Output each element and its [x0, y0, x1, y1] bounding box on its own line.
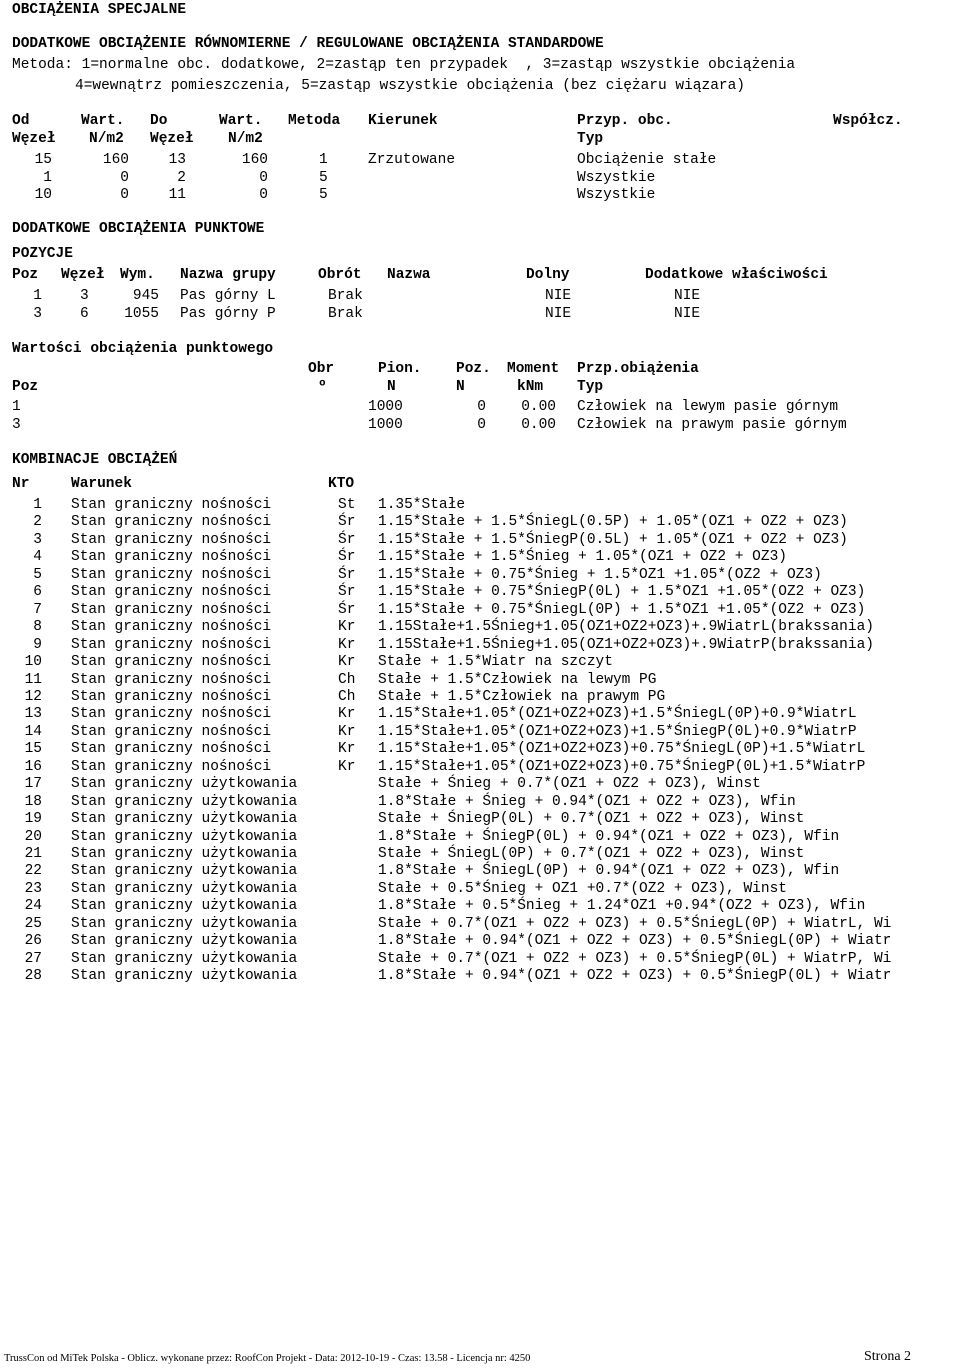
- cell-dodatkowe: NIE: [674, 288, 701, 304]
- cell-formula: 1.15*Stałe + 1.5*ŚniegP(0.5L) + 1.05*(OZ1 + OZ2 + OZ3): [378, 531, 848, 548]
- cell-do: 13: [168, 152, 186, 168]
- col-pion: Pion.: [378, 361, 422, 377]
- cell-warunek: Stan graniczny użytkowania: [71, 933, 298, 950]
- cell-nr: 4: [33, 549, 42, 566]
- cell-pion: 1000: [368, 416, 403, 433]
- cell-formula: 1.8*Stałe + Śnieg + 0.94*(OZ1 + OZ2 + OZ3), Wfin: [378, 793, 796, 810]
- col-values-typ: Typ: [577, 379, 604, 395]
- cell-nr: 1: [33, 497, 42, 513]
- cell-nr: 14: [24, 723, 42, 740]
- col-nr: Nr: [12, 476, 30, 492]
- cell-typ: Wszystkie: [577, 169, 656, 186]
- cell-warunek: Stan graniczny użytkowania: [71, 828, 298, 845]
- cell-warunek: Stan graniczny użytkowania: [71, 968, 298, 985]
- cell-kto: Śr: [338, 531, 356, 548]
- col-kto: KTO: [328, 476, 355, 492]
- cell-przp-typ: Człowiek na lewym pasie górnym: [577, 399, 839, 415]
- cell-warunek: Stan graniczny nośności: [71, 601, 272, 618]
- cell-formula: 1.8*Stałe + 0.5*Śnieg + 1.24*OZ1 +0.94*(OZ2 + OZ3), Wfin: [378, 898, 866, 915]
- cell-od: 15: [34, 152, 52, 168]
- cell-warunek: Stan graniczny nośności: [71, 758, 272, 775]
- cell-warunek: Stan graniczny nośności: [71, 497, 272, 513]
- col-typ: Typ: [577, 131, 604, 147]
- cell-formula: Stałe + 0.7*(OZ1 + OZ2 + OZ3) + 0.5*ŚniegP(0L) + WiatrP, Wi: [378, 950, 892, 967]
- cell-warunek: Stan graniczny nośności: [71, 654, 272, 671]
- cell-nazwa-grupy: Pas górny P: [180, 305, 276, 322]
- cell-warunek: Stan graniczny nośności: [71, 688, 272, 705]
- cell-formula: Stałe + ŚniegP(0L) + 0.7*(OZ1 + OZ2 + OZ3), Winst: [378, 811, 805, 828]
- col-poz: Poz: [12, 267, 39, 283]
- cell-nr: 27: [24, 950, 42, 967]
- cell-poz: 1: [33, 288, 42, 304]
- col-kierunek: Kierunek: [368, 113, 438, 129]
- col-od: Od: [12, 113, 30, 129]
- cell-poz: 3: [33, 305, 42, 322]
- col-do: Do: [150, 113, 168, 129]
- cell-formula: 1.8*Stałe + ŚniegL(0P) + 0.94*(OZ1 + OZ2 + OZ3), Wfin: [378, 863, 840, 880]
- cell-nr: 2: [33, 514, 42, 531]
- cell-formula: Stałe + 0.5*Śnieg + OZ1 +0.7*(OZ2 + OZ3), Winst: [378, 880, 787, 897]
- cell-kto: Kr: [338, 723, 356, 740]
- method-line-1: Metoda: 1=normalne obc. dodatkowe, 2=zastąp ten przypadek , 3=zastąp wszystkie obciążenia: [12, 57, 796, 73]
- unit-n-poz: N: [456, 379, 465, 395]
- cell-metoda: 1: [319, 152, 328, 168]
- cell-od: 1: [43, 169, 52, 186]
- cell-formula: Stałe + 1.5*Człowiek na prawym PG: [378, 688, 666, 705]
- col-obr: Obr: [308, 361, 335, 377]
- cell-warunek: Stan graniczny nośności: [71, 671, 272, 688]
- cell-formula: 1.15*Stałe + 0.75*ŚniegP(0L) + 1.5*OZ1 +1.05*(OZ2 + OZ3): [378, 584, 866, 601]
- cell-nr: 20: [24, 828, 42, 845]
- cell-warunek: Stan graniczny nośności: [71, 549, 272, 566]
- cell-kto: Śr: [338, 566, 356, 583]
- cell-od: 10: [34, 187, 52, 203]
- cell-kto: St: [338, 497, 356, 513]
- cell-metoda: 5: [319, 169, 328, 186]
- col-wezel-2: Węzeł: [150, 131, 194, 147]
- cell-poz-force: 0: [477, 399, 486, 415]
- col-wym: Wym.: [120, 267, 155, 283]
- cell-warunek: Stan graniczny nośności: [71, 723, 272, 740]
- col-wspolcz: Współcz.: [833, 113, 903, 129]
- cell-wym: 945: [132, 288, 159, 304]
- col-wezel-1: Węzeł: [12, 131, 56, 147]
- cell-moment: 0.00: [521, 399, 556, 415]
- cell-warunek: Stan graniczny użytkowania: [71, 776, 298, 793]
- cell-przp-typ: Człowiek na prawym pasie górnym: [577, 416, 847, 433]
- col-nazwa: Nazwa: [387, 267, 431, 283]
- cell-nr: 3: [33, 531, 42, 548]
- cell-do: 2: [177, 169, 186, 186]
- cell-values-poz: 1: [12, 399, 21, 415]
- cell-values-poz: 3: [12, 416, 21, 433]
- cell-kto: Kr: [338, 654, 356, 671]
- col-poz-force: Poz.: [456, 361, 491, 377]
- col-warunek: Warunek: [71, 476, 132, 492]
- cell-formula: Stałe + 1.5*Człowiek na lewym PG: [378, 671, 657, 688]
- cell-formula: 1.8*Stałe + ŚniegP(0L) + 0.94*(OZ1 + OZ2 + OZ3), Wfin: [378, 828, 840, 845]
- col-wart-1: Wart.: [81, 113, 125, 129]
- cell-nr: 15: [24, 741, 42, 758]
- cell-wezel: 6: [80, 305, 89, 322]
- col-values-poz: Poz: [12, 379, 39, 395]
- cell-nr: 16: [24, 758, 42, 775]
- cell-nr: 17: [24, 776, 42, 793]
- positions-subheading: POZYCJE: [12, 246, 73, 262]
- col-przyp-obc: Przyp. obc.: [577, 113, 673, 129]
- cell-warunek: Stan graniczny użytkowania: [71, 898, 298, 915]
- cell-typ: Wszystkie: [577, 187, 656, 203]
- cell-formula: 1.15*Stałe+1.05*(OZ1+OZ2+OZ3)+1.5*ŚniegL(0P)+0.9*WiatrL: [378, 706, 857, 723]
- cell-warunek: Stan graniczny użytkowania: [71, 880, 298, 897]
- cell-wart-1: 0: [120, 169, 129, 186]
- cell-moment: 0.00: [521, 416, 556, 433]
- col-nm2-2: N/m2: [228, 131, 263, 147]
- unit-n-pion: N: [387, 379, 396, 395]
- cell-formula: 1.15*Stałe+1.05*(OZ1+OZ2+OZ3)+1.5*ŚniegP(0L)+0.9*WiatrP: [378, 723, 857, 740]
- col-dodatkowe: Dodatkowe właściwości: [645, 267, 828, 283]
- cell-pion: 1000: [368, 399, 403, 415]
- cell-metoda: 5: [319, 187, 328, 203]
- cell-kto: Kr: [338, 636, 356, 653]
- cell-nr: 12: [24, 688, 42, 705]
- cell-formula: 1.15*Stałe+1.05*(OZ1+OZ2+OZ3)+0.75*ŚniegP(0L)+1.5*WiatrP: [378, 758, 866, 775]
- cell-warunek: Stan graniczny użytkowania: [71, 846, 298, 862]
- cell-warunek: Stan graniczny użytkowania: [71, 811, 298, 828]
- cell-nr: 9: [33, 636, 42, 653]
- cell-nr: 23: [24, 880, 42, 897]
- cell-formula: 1.8*Stałe + 0.94*(OZ1 + OZ2 + OZ3) + 0.5*ŚniegP(0L) + Wiatr: [378, 968, 892, 985]
- cell-warunek: Stan graniczny użytkowania: [71, 915, 298, 932]
- cell-nr: 28: [24, 968, 42, 985]
- cell-wym: 1055: [124, 305, 159, 322]
- cell-formula: 1.8*Stałe + 0.94*(OZ1 + OZ2 + OZ3) + 0.5*ŚniegL(0P) + Wiatr: [378, 933, 892, 950]
- cell-do: 11: [168, 187, 186, 203]
- cell-warunek: Stan graniczny nośności: [71, 584, 272, 601]
- cell-warunek: Stan graniczny nośności: [71, 531, 272, 548]
- values-heading: Wartości obciążenia punktowego: [12, 341, 274, 357]
- cell-formula: 1.15*Stałe+1.05*(OZ1+OZ2+OZ3)+0.75*ŚniegL(0P)+1.5*WiatrL: [378, 741, 866, 758]
- cell-dodatkowe: NIE: [674, 305, 701, 322]
- combinations-heading: KOMBINACJE OBCIĄŻEŃ: [12, 452, 178, 468]
- cell-formula: 1.15*Stałe + 1.5*ŚniegL(0.5P) + 1.05*(OZ1 + OZ2 + OZ3): [378, 514, 848, 531]
- unit-deg: º: [318, 379, 327, 395]
- cell-formula: 1.15*Stałe + 0.75*Śnieg + 1.5*OZ1 +1.05*(OZ2 + OZ3): [378, 566, 822, 583]
- cell-kto: Kr: [338, 741, 356, 758]
- cell-poz-force: 0: [477, 416, 486, 433]
- cell-kto: Śr: [338, 584, 356, 601]
- cell-nr: 7: [33, 601, 42, 618]
- cell-warunek: Stan graniczny nośności: [71, 706, 272, 723]
- col-przp-obiazenia: Przp.obiążenia: [577, 361, 699, 377]
- cell-nr: 18: [24, 793, 42, 810]
- cell-nr: 21: [24, 846, 42, 862]
- cell-kto: Śr: [338, 514, 356, 531]
- col-nm2-1: N/m2: [89, 131, 124, 147]
- col-wezel: Węzeł: [61, 267, 105, 283]
- cell-warunek: Stan graniczny użytkowania: [71, 950, 298, 967]
- uniform-heading: DODATKOWE OBCIĄŻENIE RÓWNOMIERNE / REGULOWANE OBCIĄŻENIA STANDARDOWE: [12, 36, 604, 52]
- cell-wezel: 3: [80, 288, 89, 304]
- cell-formula: 1.15Stałe+1.5Śnieg+1.05(OZ1+OZ2+OZ3)+.9WiatrP(brakssania): [378, 636, 874, 653]
- cell-obrot: Brak: [328, 288, 363, 304]
- col-wart-2: Wart.: [219, 113, 263, 129]
- cell-nr: 22: [24, 863, 42, 880]
- cell-wart-2: 160: [241, 152, 268, 168]
- cell-typ: Obciążenie stałe: [577, 152, 717, 168]
- cell-warunek: Stan graniczny nośności: [71, 619, 272, 636]
- col-moment: Moment: [507, 361, 560, 377]
- cell-warunek: Stan graniczny nośności: [71, 636, 272, 653]
- col-obrot: Obrót: [318, 267, 362, 283]
- cell-wart-1: 160: [102, 152, 129, 168]
- cell-kto: Śr: [338, 549, 356, 566]
- cell-formula: 1.15Stałe+1.5Śnieg+1.05(OZ1+OZ2+OZ3)+.9WiatrL(brakssania): [378, 619, 874, 636]
- cell-obrot: Brak: [328, 305, 363, 322]
- cell-warunek: Stan graniczny użytkowania: [71, 863, 298, 880]
- cell-nr: 5: [33, 566, 42, 583]
- cell-nr: 13: [24, 706, 42, 723]
- cell-warunek: Stan graniczny nośności: [71, 566, 272, 583]
- cell-nr: 11: [24, 671, 42, 688]
- footer-info: TrussCon od MiTek Polska - Oblicz. wykonane przez: RoofCon Projekt - Data: 2012-10-19 - Czas: 13.58 - Licencja nr: 4250: [4, 1353, 531, 1364]
- cell-dolny: NIE: [545, 305, 572, 322]
- cell-nr: 6: [33, 584, 42, 601]
- cell-kto: Śr: [338, 601, 356, 618]
- cell-kto: Kr: [338, 758, 356, 775]
- cell-formula: 1.35*Stałe: [378, 497, 466, 513]
- cell-formula: Stałe + 1.5*Wiatr na szczyt: [378, 654, 613, 671]
- cell-kto: Ch: [338, 688, 356, 705]
- cell-kto: Kr: [338, 619, 356, 636]
- cell-kto: Ch: [338, 671, 356, 688]
- cell-wart-1: 0: [120, 187, 129, 203]
- cell-formula: Stałe + ŚniegL(0P) + 0.7*(OZ1 + OZ2 + OZ3), Winst: [378, 846, 805, 862]
- cell-wart-2: 0: [259, 169, 268, 186]
- point-heading: DODATKOWE OBCIĄŻENIA PUNKTOWE: [12, 221, 265, 237]
- col-dolny: Dolny: [526, 267, 570, 283]
- cell-nr: 10: [24, 654, 42, 671]
- unit-knm: kNm: [517, 379, 544, 395]
- cell-nr: 8: [33, 619, 42, 636]
- cell-nr: 24: [24, 898, 42, 915]
- page-title: OBCIĄŻENIA SPECJALNE: [12, 2, 187, 18]
- cell-formula: 1.15*Stałe + 0.75*ŚniegL(0P) + 1.5*OZ1 +1.05*(OZ2 + OZ3): [378, 601, 866, 618]
- cell-nr: 19: [24, 811, 42, 828]
- cell-warunek: Stan graniczny użytkowania: [71, 793, 298, 810]
- col-nazwa-grupy: Nazwa grupy: [180, 267, 276, 283]
- cell-nr: 26: [24, 933, 42, 950]
- cell-formula: Stałe + 0.7*(OZ1 + OZ2 + OZ3) + 0.5*ŚniegL(0P) + WiatrL, Wi: [378, 915, 892, 932]
- cell-kierunek: Zrzutowane: [368, 152, 456, 168]
- cell-warunek: Stan graniczny nośności: [71, 514, 272, 531]
- cell-warunek: Stan graniczny nośności: [71, 741, 272, 758]
- col-metoda: Metoda: [288, 113, 341, 129]
- cell-nazwa-grupy: Pas górny L: [180, 288, 276, 304]
- method-line-2: 4=wewnątrz pomieszczenia, 5=zastąp wszystkie obciążenia (bez ciężaru wiązara): [75, 78, 746, 94]
- page-number: Strona 2: [864, 1349, 912, 1364]
- cell-nr: 25: [24, 915, 42, 932]
- cell-dolny: NIE: [545, 288, 572, 304]
- cell-wart-2: 0: [259, 187, 268, 203]
- cell-kto: Kr: [338, 706, 356, 723]
- cell-formula: Stałe + Śnieg + 0.7*(OZ1 + OZ2 + OZ3), Winst: [378, 776, 761, 793]
- cell-formula: 1.15*Stałe + 1.5*Śnieg + 1.05*(OZ1 + OZ2 + OZ3): [378, 549, 787, 566]
